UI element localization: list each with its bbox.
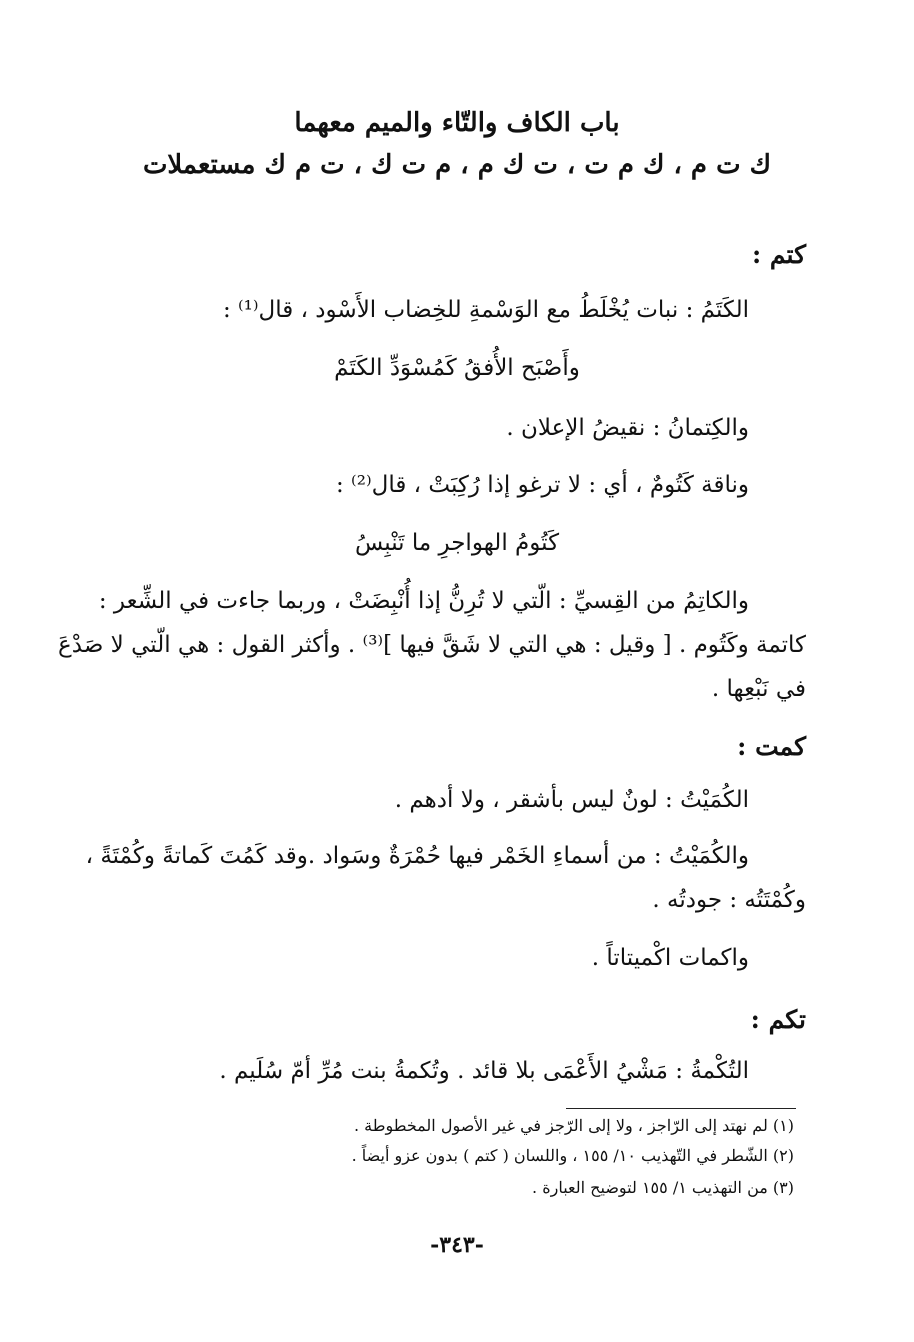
page-number: -٣٤٣-: [430, 1232, 484, 1258]
footnote-divider: [566, 1108, 796, 1109]
entry-line: والكاتِمُ من القِسيِّ : الّتي لا تُرِنُّ إذا أُنْبِضَتْ ، وربما جاءت في الشِّعر :: [98, 588, 749, 614]
entry-line: الكَتَمُ : نبات يُخْلَطُ مع الوَسْمةِ للخِضاب الأَسْود ، قال⁽¹⁾ :: [222, 297, 749, 323]
entry-line: في نَبْعِها .: [711, 676, 806, 702]
section-root-heading: كتم :: [751, 240, 806, 269]
verse-line: كَتُومُ الهواجرِ ما تَنْبِسُ: [354, 530, 560, 556]
section-root-heading: كمت :: [737, 732, 806, 761]
verse-line: وأَصْبَح الأُفقُ كَمُسْوَدِّ الكَتَمْ: [334, 355, 580, 381]
entry-line: وكُمْتَتُه : جودتُه .: [652, 887, 806, 913]
chapter-title: باب الكاف والتّاء والميم معهما: [294, 108, 620, 138]
entry-line: التُكْمةُ : مَشْيُ الأَعْمَى بلا قائد . وتُكمةُ بنت مُرِّ أمّ سُلَيم .: [219, 1058, 749, 1084]
entry-line: والكِتمانُ : نقيضُ الإعلان .: [506, 415, 749, 441]
entry-line: كاتمة وكَتُوم . [ وقيل : هي التي لا شَقَّ فيها ]⁽³⁾ . وأكثر القول : هي الّتي لا صَدْعَ: [58, 632, 806, 658]
section-root-heading: تكم :: [750, 1005, 806, 1034]
entry-line: وناقة كَتُومٌ ، أي : لا ترغو إذا رُكِبَتْ ، قال⁽²⁾ :: [336, 472, 749, 498]
entry-line: والكُمَيْتُ : من أسماءِ الخَمْر فيها حُمْرَةٌ وسَواد .وقد كَمُتَ كَماتةً وكُمْتَةً ،: [85, 843, 749, 869]
footnote: (٣) من التهذيب ١/ ١٥٥ لتوضيح العبارة .: [532, 1178, 794, 1197]
chapter-subtitle: ك ت م ، ك م ت ، ت ك م ، م ت ك ، ت م ك مستعملات: [142, 150, 772, 180]
entry-line: الكُمَيْتُ : لونٌ ليس بأشقر ، ولا أدهم .: [394, 787, 749, 813]
footnote: (١) لم نهتد إلى الرّاجز ، ولا إلى الرّجز في غير الأصول المخطوطة .: [353, 1116, 794, 1135]
footnote: (٢) الشّطر في التّهذيب ١٠/ ١٥٥ ، واللسان ( كتم ) بدون عزو أيضاً .: [351, 1146, 794, 1165]
entry-line: واكمات اكْميتاتاً .: [591, 945, 749, 971]
